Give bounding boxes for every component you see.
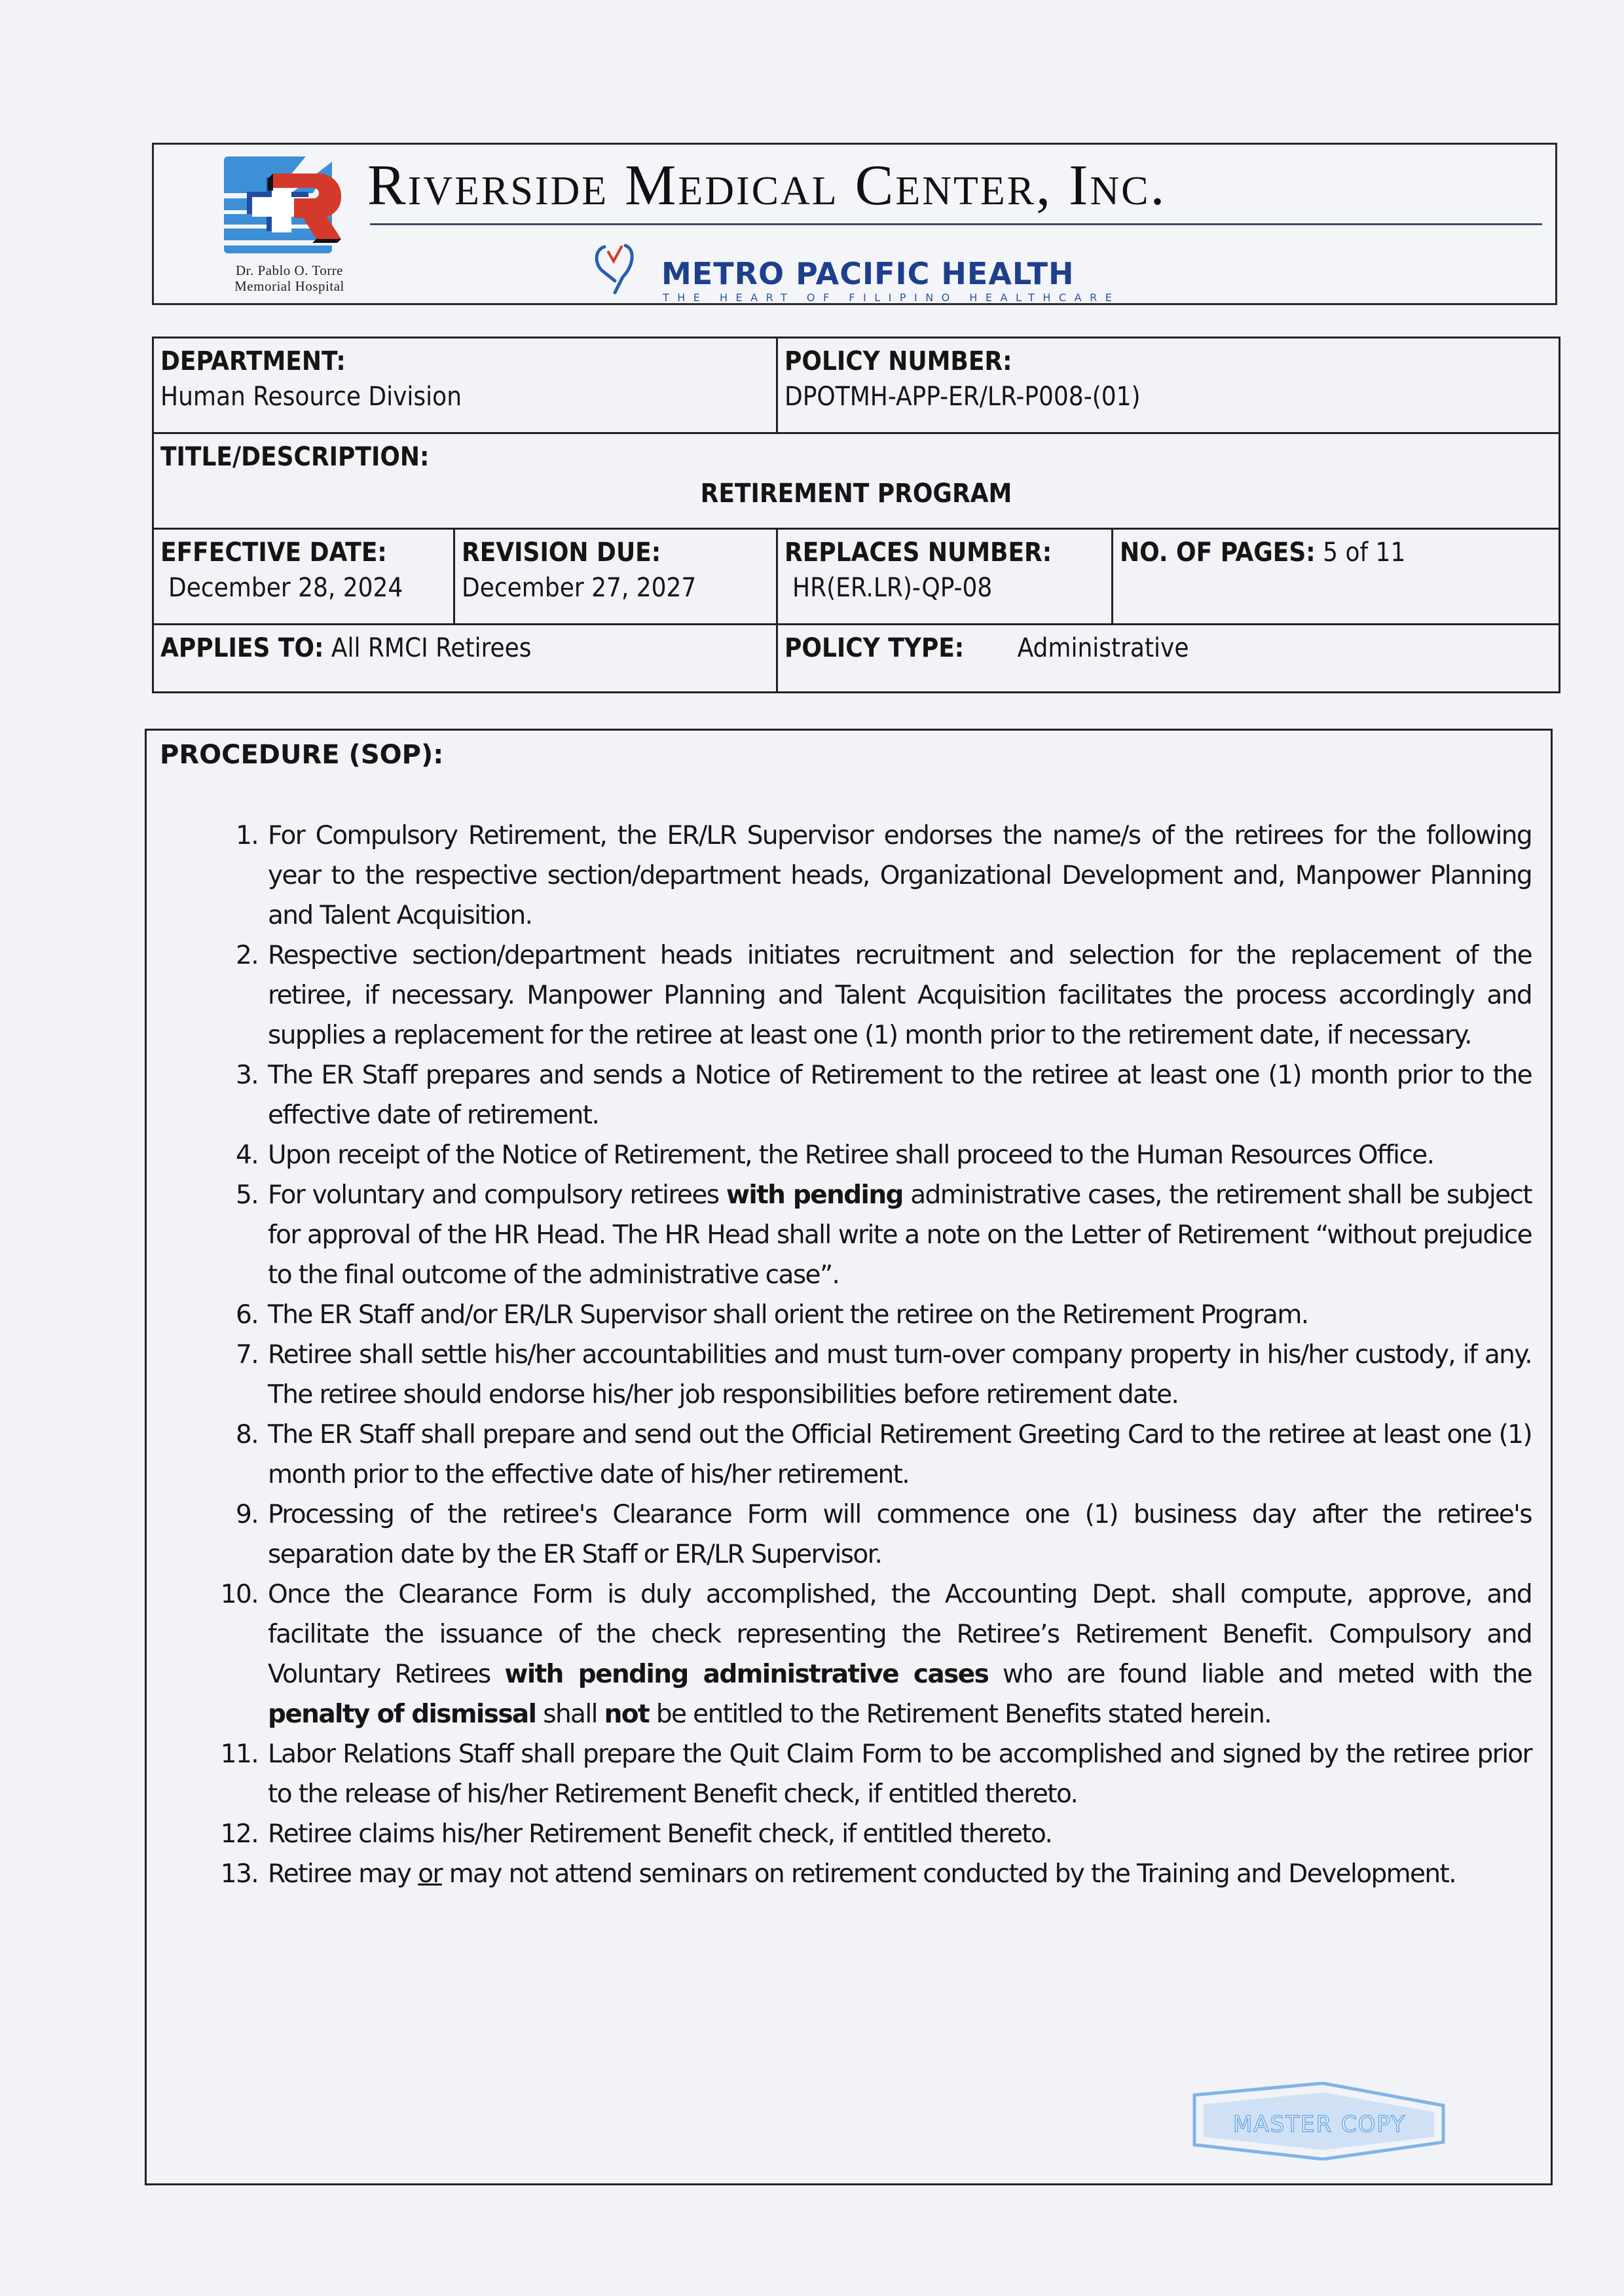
step-number: 1. [235,821,258,850]
policy-type-value: Administrative [1017,633,1189,663]
step-number: 7. [235,1340,258,1370]
procedure-step [206,1495,1532,1575]
procedure-step [206,1295,1532,1335]
step-text-underline: or [418,1859,442,1889]
pages-label: NO. OF PAGES: [1120,538,1316,568]
procedure-section [145,729,1553,2185]
master-copy-stamp [1192,2082,1447,2160]
procedure-title: PROCEDURE (SOP): [160,740,444,770]
step-number: 11. [220,1740,258,1769]
applies-to-label: APPLIES TO: [160,633,324,663]
step-text: Retiree claims his/her Retirement Benefit check, if entitled thereto. [268,1819,1052,1849]
step-text: who are found liable and meted with the [988,1660,1532,1689]
revision-due-label: REVISION DUE: [462,538,661,568]
step-text-bold: with pending administrative cases [504,1660,989,1689]
department-cell [153,338,777,433]
document-title: RETIREMENT PROGRAM [700,479,1012,509]
step-number: 5. [235,1180,258,1210]
revision-due-cell [454,529,777,625]
procedure-step [206,1415,1532,1495]
header-divider [370,223,1542,225]
replaces-number-cell [777,529,1113,625]
step-text: Upon receipt of the Notice of Retirement, the Retiree shall proceed to the Human Resources Office. [268,1140,1434,1170]
stamp-icon [1192,2082,1447,2160]
policy-type-label: POLICY TYPE: [784,633,965,663]
procedure-step [206,816,1532,936]
procedure-step [206,1055,1532,1135]
effective-date-cell [153,529,454,625]
effective-date-value: December 28, 2024 [168,573,403,603]
logo-caption-line2: Memorial Hospital [234,278,344,294]
policy-number-value: DPOTMH-APP-ER/LR-P008-(01) [784,382,1141,412]
step-text-bold: with pending [726,1180,903,1210]
department-label: DEPARTMENT: [160,346,346,376]
step-text: For Compulsory Retirement, the ER/LR Supervisor endorses the name/s of the retirees for the following year to the respective section/department heads, Organizational Development and, Manpower Planning and Talent Acquisition. [268,821,1532,930]
procedure-step [206,1854,1532,1894]
step-text: For voluntary and compulsory retirees [268,1180,726,1210]
step-number: 2. [235,941,258,970]
step-number: 4. [235,1140,258,1170]
pages-value: 5 of 11 [1323,538,1406,568]
procedure-step [206,1814,1532,1854]
step-text: be entitled to the Retirement Benefits stated herein. [649,1700,1272,1729]
procedure-step [206,1175,1532,1295]
step-text: Respective section/department heads initiates recruitment and selection for the replacement of the retiree, if necessary. Manpower Planning and Talent Acquisition facilitates the process accordingly and supplies a replacement for the retiree at least one (1) month prior to the retirement date, if necessary. [268,941,1532,1050]
step-number: 3. [235,1061,258,1090]
policy-number-cell [777,338,1560,433]
policy-type-cell [777,625,1560,693]
logo-caption [208,263,371,294]
step-text: The ER Staff and/or ER/LR Supervisor shall orient the retiree on the Retirement Program. [268,1300,1308,1330]
step-text: Labor Relations Staff shall prepare the Quit Claim Form to be accomplished and signed by the retiree prior to the release of his/her Retirement Benefit check, if entitled thereto. [268,1740,1532,1809]
procedure-step [206,1575,1532,1734]
step-text-bold: penalty of dismissal [268,1700,536,1729]
policy-info-table [152,337,1560,693]
procedure-step [206,936,1532,1055]
policy-number-label: POLICY NUMBER: [784,346,1012,376]
pages-cell [1113,529,1560,625]
partner-logo [580,236,1169,302]
replaces-number-label: REPLACES NUMBER: [784,538,1052,568]
step-number: 6. [235,1300,258,1330]
hospital-logo [208,151,371,302]
step-text: administrative cases, the retirement shall be subject for approval of the HR Head. The HR Head shall write a note on the Letter of Retirement “without prejudice to the final outcome of the administrative case”. [268,1180,1532,1290]
replaces-number-value: HR(ER.LR)-QP-08 [792,573,993,603]
procedure-step [206,1135,1532,1175]
riverside-r-cross-icon [208,151,371,259]
procedure-step [206,1335,1532,1415]
partner-tagline: THE HEART OF FILIPINO HEALTHCARE [663,291,1120,304]
title-label: TITLE/DESCRIPTION: [160,442,430,472]
letterhead [152,143,1557,305]
partner-name: METRO PACIFIC HEALTH [661,256,1075,291]
department-value: Human Resource Division [160,382,462,412]
step-text: may not attend seminars on retirement conducted by the Training and Development. [441,1859,1456,1889]
heart-check-icon [593,243,638,295]
step-number: 10. [220,1580,258,1609]
applies-to-cell [153,625,777,693]
company-name: Riverside Medical Center, Inc. [367,154,1167,217]
step-number: 13. [220,1859,258,1889]
step-text: Retiree may [268,1859,418,1889]
svg-text:MASTER COPY: MASTER COPY [1233,2111,1406,2138]
step-text: The ER Staff prepares and sends a Notice of Retirement to the retiree at least one (1) month prior to the effective date of retirement. [268,1061,1532,1130]
title-cell [153,433,1560,529]
step-text: Retiree shall settle his/her accountabilities and must turn-over company property in his/her custody, if any. The retiree should endorse his/her job responsibilities before retirement date. [268,1340,1532,1410]
procedure-steps [206,816,1532,1894]
logo-caption-line1: Dr. Pablo O. Torre [235,263,344,278]
step-number: 9. [235,1500,258,1529]
step-number: 12. [220,1819,258,1849]
step-number: 8. [235,1420,258,1449]
step-text: Once the Clearance Form is duly accomplished, the Accounting Dept. shall compute, approve, and facilitate the issuance of the check representing the Retiree’s Retirement Benefit. Compulsory and Voluntary Retirees [268,1580,1532,1689]
step-text: shall [536,1700,604,1729]
step-text-bold: not [604,1700,650,1729]
applies-to-value: All RMCI Retirees [331,633,532,663]
effective-date-label: EFFECTIVE DATE: [160,538,387,568]
revision-due-value: December 27, 2027 [462,573,697,603]
step-text: The ER Staff shall prepare and send out the Official Retirement Greeting Card to the retiree at least one (1) month prior to the effective date of his/her retirement. [268,1420,1532,1489]
step-text: Processing of the retiree's Clearance Form will commence one (1) business day after the retiree's separation date by the ER Staff or ER/LR Supervisor. [268,1500,1532,1569]
procedure-step [206,1734,1532,1814]
